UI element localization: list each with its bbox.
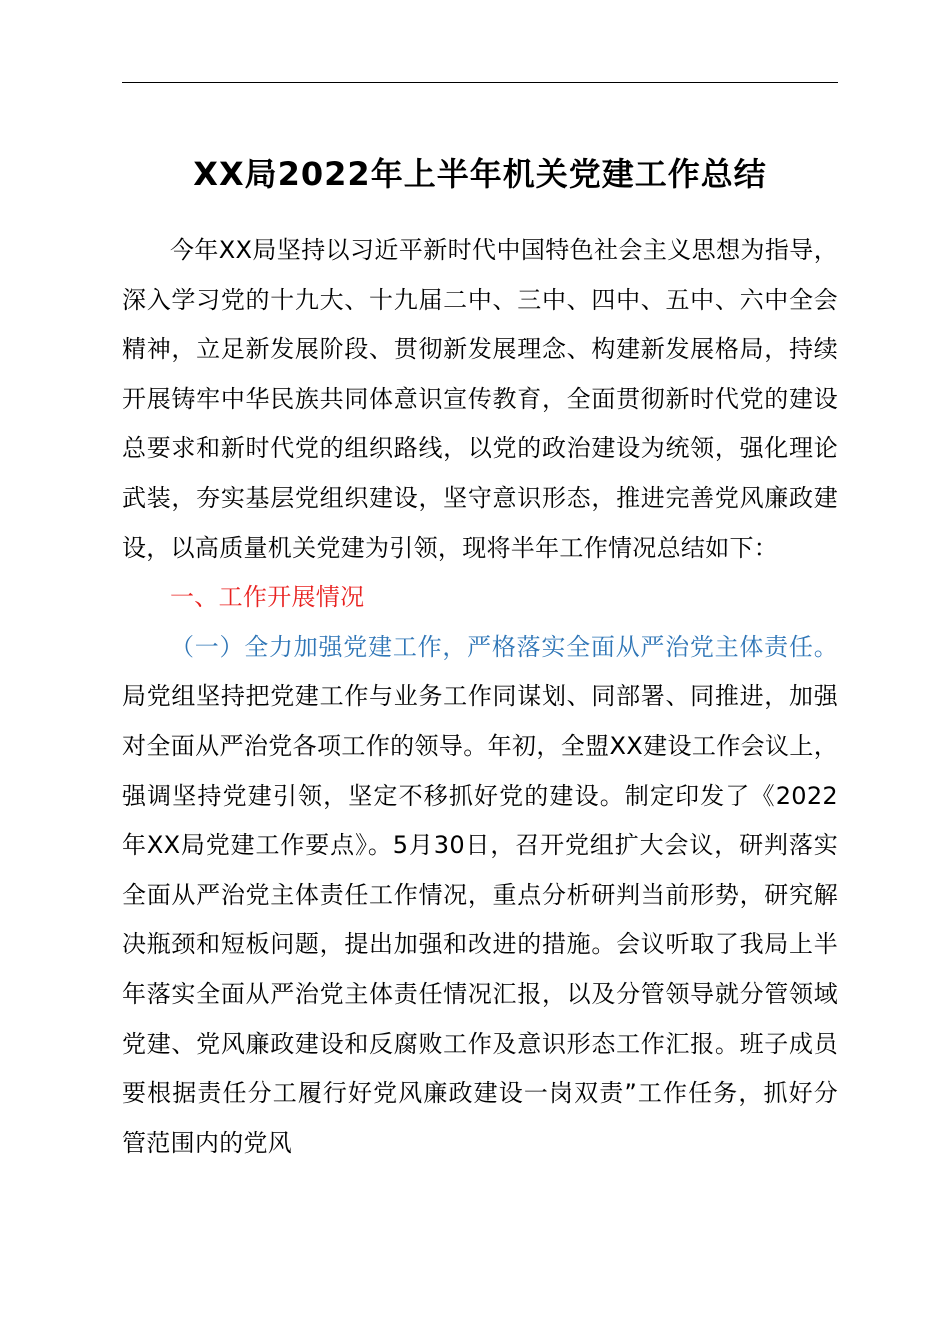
document-title: XX局2022年上半年机关党建工作总结 <box>193 155 767 193</box>
subsection-paragraph <box>122 623 838 1169</box>
intro-paragraph: 今年XX局坚持以习近平新时代中国特色社会主义思想为指导，深入学习党的十九大、十九届二中、三中、四中、五中、六中全会精神，立足新发展阶段、贯彻新发展理念、构建新发展格局，持续开展铸牢中华民族共同体意识宣传教育，全面贯彻新时代党的建设总要求和新时代党的组织路线，以党的政治建设为统领，强化理论武装，夯实基层党组织建设，坚守意识形态，推进完善党风廉政建设，以高质量机关党建为引领，现将半年工作情况总结如下： <box>122 236 838 562</box>
subsection-body: 局党组坚持把党建工作与业务工作同谋划、同部署、同推进，加强对全面从严治党各项工作的领导。年初，全盟XX建设工作会议上，强调坚持党建引领，坚定不移抓好党的建设。制定印发了《2022年XX局党建工作要点》。5月30日，召开党组扩大会议，研判落实全面从严治党主体责任工作情况，重点分析研判当前形势，研究解决瓶颈和短板问题，提出加强和改进的措施。会议听取了我局上半年落实全面从严治党主体责任情况汇报，以及分管领导就分管领域党建、党风廉政建设和反腐败工作及意识形态工作汇报。班子成员要根据责任分工履行好党风廉政建设一岗双责”工作任务，抓好分管范围内的党风 <box>122 682 838 1157</box>
header-rule <box>122 82 838 83</box>
section-heading: 一、工作开展情况 <box>170 583 365 612</box>
document-body <box>122 226 838 1168</box>
subsection-heading: （一）全力加强党建工作，严格落实全面从严治党主体责任。 <box>170 632 838 661</box>
